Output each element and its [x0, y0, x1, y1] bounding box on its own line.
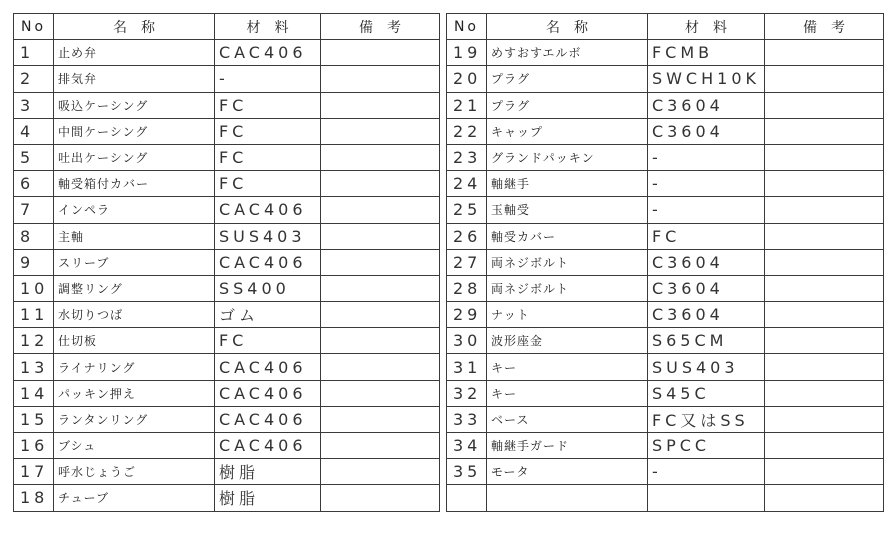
part-material: SUS403: [214, 223, 320, 249]
part-name: 軸受箱付カバー: [53, 171, 214, 197]
part-name: ブシュ: [53, 433, 214, 459]
part-material: C3604: [647, 118, 764, 144]
part-material: C3604: [647, 302, 764, 328]
part-remarks: [764, 406, 883, 432]
part-remarks: [764, 118, 883, 144]
part-number: 21: [446, 92, 486, 118]
table-row: [14, 66, 440, 92]
part-material: -: [647, 144, 764, 170]
part-remarks: [764, 197, 883, 223]
part-material: -: [214, 66, 320, 92]
part-remarks: [320, 171, 439, 197]
part-number: 11: [14, 302, 54, 328]
table-row: [446, 171, 883, 197]
part-number: 19: [446, 40, 486, 66]
part-name: 軸継手: [486, 171, 647, 197]
table-row: [446, 433, 883, 459]
part-material: FCMB: [647, 40, 764, 66]
part-name: プラグ: [486, 92, 647, 118]
parts-table-left: [13, 13, 440, 512]
part-remarks: [320, 459, 439, 485]
parts-table-right: [446, 13, 884, 512]
part-remarks: [764, 144, 883, 170]
part-name: グランドパッキン: [486, 144, 647, 170]
part-number: 13: [14, 354, 54, 380]
part-name: 調整リング: [53, 275, 214, 301]
part-remarks: [320, 118, 439, 144]
part-remarks: [320, 302, 439, 328]
table-row: [14, 249, 440, 275]
table-row: [446, 92, 883, 118]
part-name: 軸受カバー: [486, 223, 647, 249]
table-row: [446, 40, 883, 66]
part-number: 1: [14, 40, 54, 66]
part-name: キー: [486, 354, 647, 380]
part-number: 34: [446, 433, 486, 459]
part-remarks: [764, 485, 883, 511]
table-row: [446, 459, 883, 485]
table-row: [446, 302, 883, 328]
part-number: 8: [14, 223, 54, 249]
part-material: 樹脂: [214, 459, 320, 485]
part-remarks: [764, 249, 883, 275]
part-material: FC又はSS: [647, 406, 764, 432]
part-material: -: [647, 459, 764, 485]
header-material: 材 料: [647, 14, 764, 40]
header-name: 名 称: [53, 14, 214, 40]
table-row: [446, 144, 883, 170]
part-name: チューブ: [53, 485, 214, 511]
part-number: 5: [14, 144, 54, 170]
part-material: C3604: [647, 249, 764, 275]
parts-rows-right: [446, 40, 883, 511]
part-material: S45C: [647, 380, 764, 406]
table-row: [14, 197, 440, 223]
part-number: 12: [14, 328, 54, 354]
part-remarks: [320, 223, 439, 249]
table-row: [14, 380, 440, 406]
part-name: 軸継手ガード: [486, 433, 647, 459]
part-number: 9: [14, 249, 54, 275]
part-name: 吸込ケーシング: [53, 92, 214, 118]
part-name: ナット: [486, 302, 647, 328]
table-row: [14, 328, 440, 354]
part-number: 33: [446, 406, 486, 432]
table-row: [446, 485, 883, 511]
part-material: CAC406: [214, 249, 320, 275]
part-number: 30: [446, 328, 486, 354]
parts-rows-left: [14, 40, 440, 511]
part-name: 止め弁: [53, 40, 214, 66]
part-number: 23: [446, 144, 486, 170]
part-material: FC: [214, 171, 320, 197]
part-material: FC: [214, 144, 320, 170]
table-row: [446, 380, 883, 406]
part-remarks: [764, 171, 883, 197]
part-number: 15: [14, 406, 54, 432]
part-number: 28: [446, 275, 486, 301]
part-number: 29: [446, 302, 486, 328]
part-name: 両ネジボルト: [486, 275, 647, 301]
part-name: プラグ: [486, 66, 647, 92]
part-material: FC: [214, 118, 320, 144]
part-name: ベース: [486, 406, 647, 432]
table-row: [14, 144, 440, 170]
part-material: CAC406: [214, 40, 320, 66]
part-material: 樹脂: [214, 485, 320, 511]
part-number: 7: [14, 197, 54, 223]
part-material: -: [647, 171, 764, 197]
part-remarks: [320, 197, 439, 223]
part-number: 31: [446, 354, 486, 380]
part-name: 玉軸受: [486, 197, 647, 223]
part-material: SUS403: [647, 354, 764, 380]
table-row: [14, 118, 440, 144]
table-row: [14, 92, 440, 118]
part-number: 17: [14, 459, 54, 485]
part-material: CAC406: [214, 433, 320, 459]
part-number: 14: [14, 380, 54, 406]
part-material: CAC406: [214, 406, 320, 432]
part-name: 仕切板: [53, 328, 214, 354]
table-row: [446, 275, 883, 301]
header-remarks: 備 考: [320, 14, 439, 40]
table-row: [14, 40, 440, 66]
part-name: 両ネジボルト: [486, 249, 647, 275]
table-row: [14, 485, 440, 511]
part-name: 主軸: [53, 223, 214, 249]
header-no: No: [446, 14, 486, 40]
part-name: 波形座金: [486, 328, 647, 354]
part-name: 呼水じょうご: [53, 459, 214, 485]
header-material: 材 料: [214, 14, 320, 40]
part-remarks: [764, 223, 883, 249]
part-remarks: [764, 459, 883, 485]
part-number: 20: [446, 66, 486, 92]
table-row: [446, 328, 883, 354]
part-material: SS400: [214, 275, 320, 301]
part-name: めすおすエルボ: [486, 40, 647, 66]
part-name: キー: [486, 380, 647, 406]
part-material: S65CM: [647, 328, 764, 354]
table-row: [14, 302, 440, 328]
part-name: キャップ: [486, 118, 647, 144]
part-material: CAC406: [214, 197, 320, 223]
table-row: [446, 354, 883, 380]
table-row: [14, 354, 440, 380]
header-remarks: 備 考: [764, 14, 883, 40]
part-remarks: [320, 249, 439, 275]
part-material: C3604: [647, 275, 764, 301]
part-remarks: [320, 485, 439, 511]
header-row: [14, 14, 440, 40]
part-name: インペラ: [53, 197, 214, 223]
part-material: [647, 485, 764, 511]
part-material: SPCC: [647, 433, 764, 459]
part-number: 25: [446, 197, 486, 223]
table-row: [446, 118, 883, 144]
part-remarks: [320, 354, 439, 380]
part-material: SWCH10K: [647, 66, 764, 92]
part-material: CAC406: [214, 380, 320, 406]
part-number: 27: [446, 249, 486, 275]
part-material: FC: [647, 223, 764, 249]
part-material: C3604: [647, 92, 764, 118]
table-row: [14, 275, 440, 301]
part-number: 16: [14, 433, 54, 459]
part-remarks: [764, 275, 883, 301]
part-number: [446, 485, 486, 511]
table-row: [446, 66, 883, 92]
part-name: 吐出ケーシング: [53, 144, 214, 170]
part-number: 4: [14, 118, 54, 144]
part-remarks: [764, 92, 883, 118]
part-remarks: [764, 66, 883, 92]
part-remarks: [320, 328, 439, 354]
table-row: [446, 197, 883, 223]
part-name: ライナリング: [53, 354, 214, 380]
part-remarks: [320, 66, 439, 92]
header-no: No: [14, 14, 54, 40]
part-name: スリーブ: [53, 249, 214, 275]
part-remarks: [320, 144, 439, 170]
header-row: [446, 14, 883, 40]
header-name: 名 称: [486, 14, 647, 40]
part-number: 18: [14, 485, 54, 511]
parts-list-sheet: [13, 13, 884, 512]
part-number: 32: [446, 380, 486, 406]
part-number: 26: [446, 223, 486, 249]
part-number: 10: [14, 275, 54, 301]
table-row: [14, 223, 440, 249]
part-name: 水切りつば: [53, 302, 214, 328]
table-row: [14, 171, 440, 197]
part-number: 35: [446, 459, 486, 485]
part-remarks: [764, 354, 883, 380]
part-name: [486, 485, 647, 511]
part-material: FC: [214, 328, 320, 354]
part-remarks: [764, 302, 883, 328]
part-name: 排気弁: [53, 66, 214, 92]
part-remarks: [764, 433, 883, 459]
part-number: 22: [446, 118, 486, 144]
part-remarks: [764, 380, 883, 406]
part-material: ゴム: [214, 302, 320, 328]
part-number: 6: [14, 171, 54, 197]
part-remarks: [764, 40, 883, 66]
part-remarks: [320, 275, 439, 301]
part-number: 3: [14, 92, 54, 118]
part-remarks: [320, 380, 439, 406]
part-remarks: [320, 40, 439, 66]
part-material: -: [647, 197, 764, 223]
part-remarks: [320, 433, 439, 459]
part-number: 2: [14, 66, 54, 92]
table-row: [446, 223, 883, 249]
part-material: FC: [214, 92, 320, 118]
part-name: 中間ケーシング: [53, 118, 214, 144]
part-name: パッキン押え: [53, 380, 214, 406]
table-row: [14, 459, 440, 485]
part-name: モータ: [486, 459, 647, 485]
table-row: [446, 406, 883, 432]
part-remarks: [320, 92, 439, 118]
table-row: [14, 433, 440, 459]
part-name: ランタンリング: [53, 406, 214, 432]
table-row: [14, 406, 440, 432]
part-material: CAC406: [214, 354, 320, 380]
part-remarks: [320, 406, 439, 432]
part-remarks: [764, 328, 883, 354]
table-row: [446, 249, 883, 275]
part-number: 24: [446, 171, 486, 197]
